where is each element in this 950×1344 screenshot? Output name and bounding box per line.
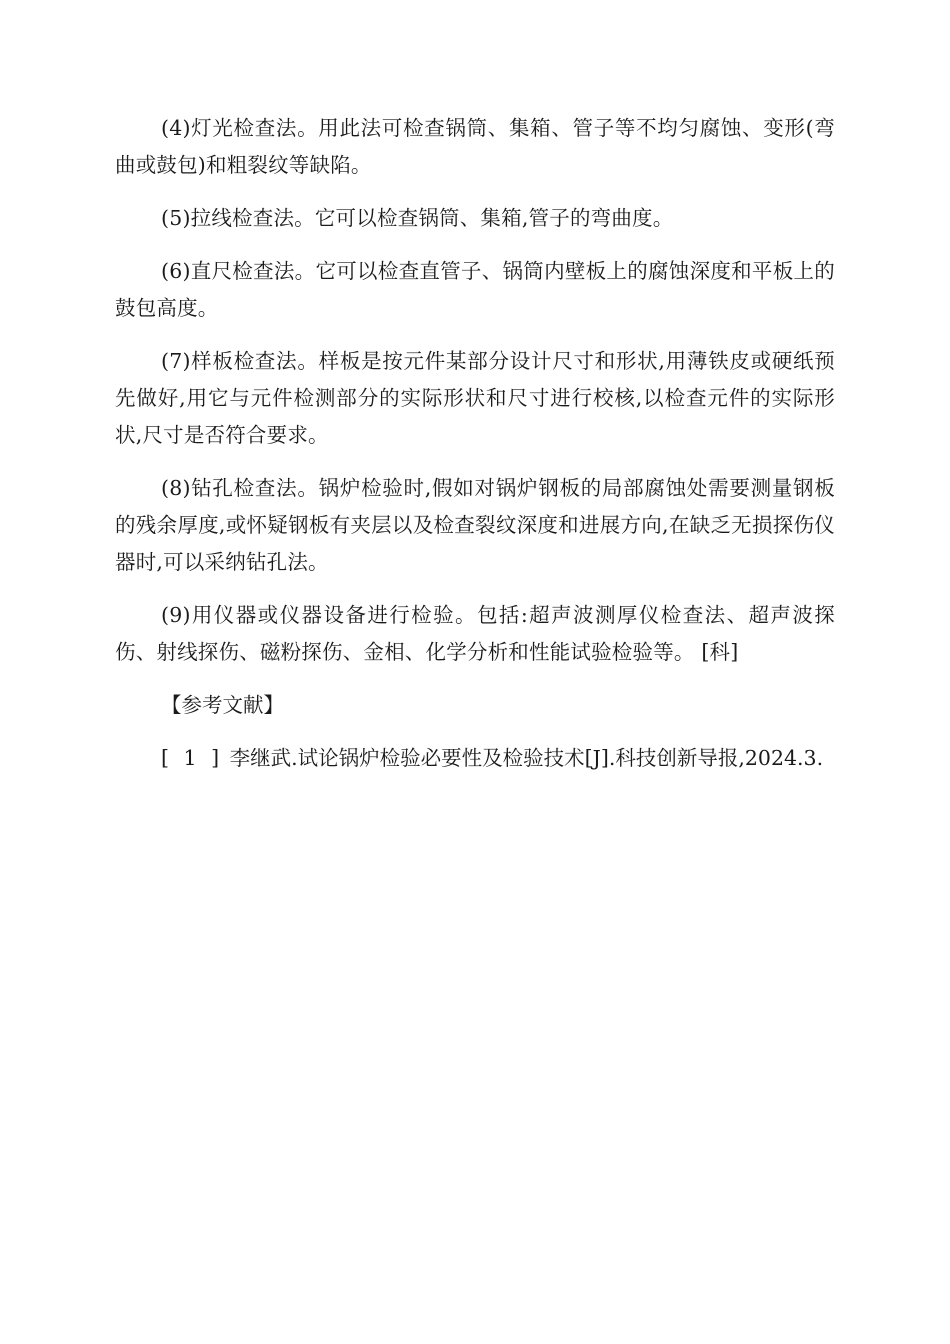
paragraph-instrument-inspection: (9)用仪器或仪器设备进行检验。包括:超声波测厚仪检查法、超声波探伤、射线探伤、磁粉探伤、金相、化学分析和性能试验检验等。 [科] [115,603,835,664]
references-heading: 【参考文献】 [161,693,284,717]
paragraph-string-line-inspection: (5)拉线检查法。它可以检查锅筒、集箱,管子的弯曲度。 [161,206,674,230]
paragraph-ruler-inspection: (6)直尺检查法。它可以检查直管子、锅筒内壁板上的腐蚀深度和平板上的鼓包高度。 [115,259,835,320]
reference-text: 李继武.试论锅炉检验必要性及检验技术[J].科技创新导报,2024.3. [223,746,824,770]
paragraph-drilling-inspection: (8)钻孔检查法。锅炉检验时,假如对锅炉钢板的局部腐蚀处需要测量钢板的残余厚度,或怀疑钢板有夹层以及检查裂纹深度和进展方向,在缺乏无损探伤仪器时,可以采纳钻孔法。 [115,476,835,574]
paragraph-lamp-inspection: (4)灯光检查法。用此法可检查锅筒、集箱、管子等不均匀腐蚀、变形(弯曲或鼓包)和粗裂纹等缺陷。 [115,116,835,177]
reference-item [115,740,835,777]
document-page [115,110,835,777]
paragraph-template-inspection: (7)样板检查法。样板是按元件某部分设计尺寸和形状,用薄铁皮或硬纸预先做好,用它与元件检测部分的实际形状和尺寸进行校核,以检查元件的实际形状,尺寸是否符合要求。 [115,349,835,447]
reference-number: [ 1 ] [161,746,224,770]
